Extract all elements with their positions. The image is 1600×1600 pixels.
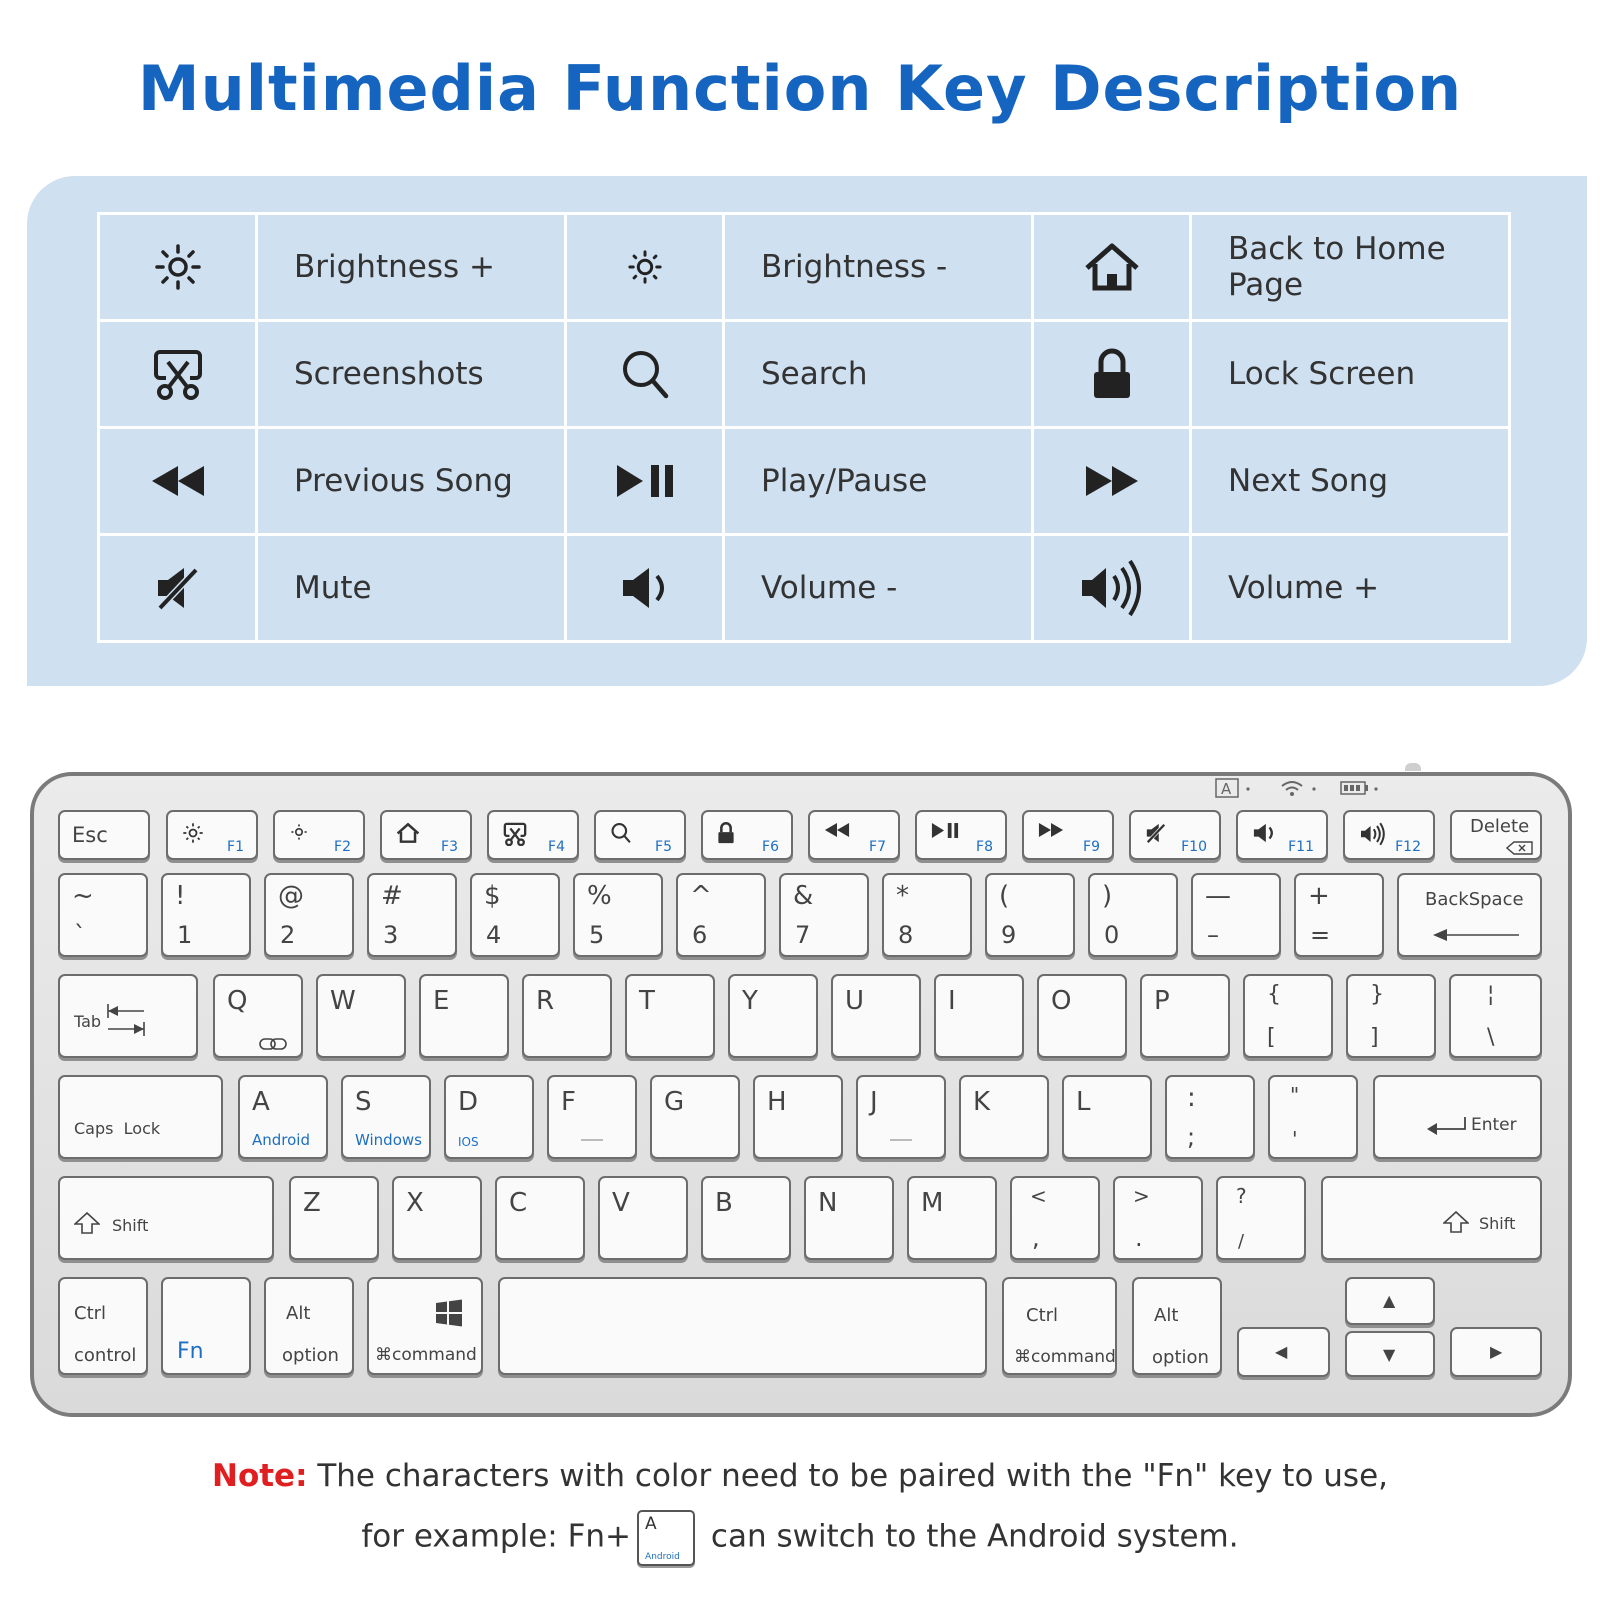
legend-label: Next Song [1191,428,1510,535]
key-l[interactable] [1062,1075,1152,1159]
key-v[interactable] [598,1176,688,1260]
key-top-label: ) [1102,881,1113,911]
key-slash[interactable] [1216,1176,1306,1260]
caps-lock-key[interactable] [58,1075,223,1159]
key-top-label: { [1267,982,1281,1007]
enter-arrow-icon [1427,1115,1467,1141]
legend-label: Search [724,321,1033,428]
key-f[interactable] [547,1075,637,1159]
key-c[interactable] [495,1176,585,1260]
key-label: Fn [177,1339,204,1364]
fn-label: F3 [441,839,458,855]
mute-icon [99,535,257,642]
key-a[interactable] [238,1075,328,1159]
home-icon [396,822,420,848]
key-label: ⌘command [375,1345,477,1365]
key-label: T [639,986,655,1016]
key-h[interactable] [753,1075,843,1159]
key-label: B [715,1188,733,1218]
key-bottom-label: 0 [1104,921,1120,949]
key-3[interactable] [367,873,457,957]
legend-label: Brightness + [257,214,566,321]
note-text: can switch to the Android system. [701,1518,1239,1555]
key-bottom-label: 9 [1001,921,1017,949]
f6-key[interactable] [701,810,793,860]
key-p[interactable] [1140,974,1230,1058]
key-top-label: # [381,881,403,911]
home-icon [1033,214,1191,321]
brightness-down-icon [289,822,309,846]
play-pause-icon [931,822,959,843]
alt-right-key[interactable] [1132,1277,1222,1375]
previous-icon [824,822,850,842]
key-label: U [845,986,865,1016]
bluetooth-indicator-icon [1278,777,1322,799]
legend-label: Volume + [1191,535,1510,642]
key-s[interactable] [341,1075,431,1159]
fn-label: F12 [1395,839,1421,855]
fn-label: F2 [334,839,351,855]
key-backtick[interactable] [58,873,148,957]
key-label: Delete [1470,816,1530,837]
legend-label: Brightness - [724,214,1033,321]
f1-key[interactable] [166,810,258,860]
page-title: Multimedia Function Key Description [137,52,1463,125]
lock-icon [717,822,735,848]
key-m[interactable] [907,1176,997,1260]
key-bottom-label: control [74,1345,137,1366]
key-label: Z [303,1188,321,1218]
key-label: BackSpace [1425,889,1524,910]
next-icon [1038,822,1064,842]
key-label: F [561,1087,576,1117]
key-y[interactable] [728,974,818,1058]
legend-label: Previous Song [257,428,566,535]
key-bottom-label: 8 [898,921,914,949]
key-label: Y [742,986,758,1016]
key-t[interactable] [625,974,715,1058]
legend-table [97,212,1511,643]
delete-icon [1506,840,1534,859]
key-equals[interactable] [1294,873,1384,957]
screenshot-icon [503,822,527,850]
backspace-key[interactable] [1397,873,1542,957]
key-label: G [664,1087,685,1117]
key-top-label: > [1133,1184,1150,1208]
key-label: I [948,986,956,1016]
key-label: V [612,1188,630,1218]
key-label: Esc [72,823,108,847]
key-label: S [355,1087,372,1117]
arrow-up-key[interactable] [1345,1277,1435,1325]
fn-label: F7 [869,839,886,855]
esc-key[interactable] [58,810,150,860]
mini-key-a [637,1510,695,1566]
key-label: N [818,1188,838,1218]
key-bottom-label: – [1207,921,1219,949]
search-icon [610,822,632,848]
key-6[interactable] [676,873,766,957]
legend-row [99,535,1510,642]
key-top-label: ? [1236,1184,1247,1208]
key-bottom-label: 6 [692,921,708,949]
volume-up-icon [1359,822,1387,850]
key-4[interactable] [470,873,560,957]
alt-left-key[interactable] [264,1277,354,1375]
fn-label: F4 [548,839,565,855]
note-text: for example: Fn+ [361,1518,632,1555]
legend-label: Screenshots [257,321,566,428]
f7-key[interactable] [808,810,900,860]
key-label: D [458,1087,479,1117]
volume-down-icon [566,535,724,642]
space-bar[interactable] [498,1277,987,1375]
shift-icon [74,1212,100,1238]
previous-icon [99,428,257,535]
key-w[interactable] [316,974,406,1058]
ctrl-left-key[interactable] [58,1277,148,1375]
brightness-up-icon [99,214,257,321]
note-line-2 [0,1510,1600,1566]
volume-down-icon [1252,822,1276,848]
key-label: C [509,1188,528,1218]
key-bottom-label: \ [1487,1025,1495,1050]
key-semicolon[interactable] [1165,1075,1255,1159]
key-bracket-open[interactable] [1243,974,1333,1058]
key-top-label: ¦ [1487,982,1495,1007]
key-top-label: } [1370,982,1384,1007]
key-label: E [433,986,450,1016]
brightness-up-icon [182,822,204,848]
key-label: Tab [74,1012,102,1031]
key-5[interactable] [573,873,663,957]
legend-label: Lock Screen [1191,321,1510,428]
key-backslash[interactable] [1449,974,1542,1058]
legend-row [99,214,1510,321]
fn-label: F6 [762,839,779,855]
key-bottom-label: ; [1187,1123,1196,1151]
legend-row [99,428,1510,535]
key-r[interactable] [522,974,612,1058]
arrow-down-key[interactable] [1345,1331,1435,1377]
key-bottom-label: 3 [383,921,399,949]
fn-label: F10 [1181,839,1207,855]
key-q[interactable] [213,974,303,1058]
key-label: H [767,1087,787,1117]
key-bottom-label: 4 [486,921,502,949]
lock-icon [1033,321,1191,428]
f4-key[interactable] [487,810,579,860]
key-bottom-label: [ [1267,1025,1276,1050]
f5-key[interactable] [594,810,686,860]
key-bottom-label: / [1238,1231,1245,1252]
key-sub-label: IOS [458,1135,479,1149]
home-bump [581,1139,603,1141]
ctrl-right-key[interactable] [1002,1277,1117,1375]
key-label: L [1076,1087,1091,1117]
key-top-label: ( [999,881,1010,911]
key-label: A [645,1514,657,1534]
screenshot-icon [99,321,257,428]
key-7[interactable] [779,873,869,957]
key-label: A [252,1087,270,1117]
key-label: Caps Lock [74,1119,161,1138]
backspace-arrow-icon [1433,927,1521,947]
key-period[interactable] [1113,1176,1203,1260]
note-line-1 [0,1458,1600,1494]
key-x[interactable] [392,1176,482,1260]
key-top-label: * [896,881,909,911]
power-switch [1405,763,1421,771]
mute-icon [1145,822,1167,848]
legend-label: Play/Pause [724,428,1033,535]
f10-key[interactable] [1129,810,1221,860]
key-label: Q [227,986,248,1016]
key-comma[interactable] [1010,1176,1100,1260]
fn-label: F11 [1288,839,1314,855]
f3-key[interactable] [380,810,472,860]
battery-indicator-icon [1340,777,1384,799]
arrow-left-icon: ◀ [1275,1342,1288,1361]
caps-indicator-icon [1215,777,1259,799]
arrow-right-key[interactable] [1450,1327,1542,1377]
key-bottom-label: option [282,1345,339,1366]
key-top-label: < [1030,1184,1047,1208]
key-8[interactable] [882,873,972,957]
home-bump [890,1139,912,1141]
key-top-label: " [1290,1083,1300,1107]
key-label: X [406,1188,424,1218]
brightness-down-icon [566,214,724,321]
key-d[interactable] [444,1075,534,1159]
tab-arrows-icon [106,1002,146,1042]
key-sub-label: Android [645,1552,680,1562]
key-top-label: Ctrl [74,1303,107,1324]
key-top-label: @ [278,881,304,911]
f9-key[interactable] [1022,810,1114,860]
link-icon [259,1036,287,1055]
key-bracket-close[interactable] [1346,974,1436,1058]
f8-key[interactable] [915,810,1007,860]
key-g[interactable] [650,1075,740,1159]
key-label: W [330,986,356,1016]
key-label: P [1154,986,1170,1016]
play-pause-icon [566,428,724,535]
next-icon [1033,428,1191,535]
key-top-label: ! [175,881,186,911]
f12-key[interactable] [1343,810,1435,860]
key-top-label: Alt [286,1303,311,1324]
key-0[interactable] [1088,873,1178,957]
tab-key[interactable] [58,974,198,1058]
key-quote[interactable] [1268,1075,1358,1159]
key-label: K [973,1087,991,1117]
fn-label: F5 [655,839,672,855]
key-j[interactable] [856,1075,946,1159]
enter-key[interactable] [1373,1075,1542,1159]
key-bottom-label: . [1135,1224,1143,1252]
f2-key[interactable] [273,810,365,860]
key-bottom-label: 1 [177,921,193,949]
shift-right-key[interactable] [1321,1176,1542,1260]
key-label: Enter [1471,1115,1517,1135]
note-label: Note: [212,1458,308,1494]
arrow-right-icon: ▶ [1490,1342,1503,1361]
key-label: Shift [112,1216,149,1235]
key-u[interactable] [831,974,921,1058]
delete-key[interactable] [1450,810,1542,860]
key-2[interactable] [264,873,354,957]
key-e[interactable] [419,974,509,1058]
windows-icon [435,1299,463,1331]
key-sub-label: Windows [355,1131,422,1149]
key-sub-label: Android [252,1131,310,1149]
key-top-label: : [1187,1083,1196,1113]
key-top-label: + [1308,881,1330,911]
key-label: R [536,986,555,1016]
legend-label: Back to Home Page [1191,214,1510,321]
key-bottom-label: ] [1370,1025,1379,1050]
shift-left-key[interactable] [58,1176,274,1260]
arrow-left-key[interactable] [1237,1327,1330,1377]
key-bottom-label: = [1310,921,1331,949]
key-bottom-label: option [1152,1347,1209,1368]
shift-icon [1443,1211,1469,1237]
key-1[interactable] [161,873,251,957]
key-top-label: ^ [690,881,712,911]
arrow-down-icon: ▼ [1383,1345,1396,1364]
key-k[interactable] [959,1075,1049,1159]
key-i[interactable] [934,974,1024,1058]
key-top-label: — [1205,881,1231,911]
key-top-label: ~ [72,881,94,911]
svg-text:A: A [1221,780,1232,798]
note-text: The characters with color need to be paired with the "Fn" key to use, [307,1458,1388,1494]
fn-key[interactable] [161,1277,251,1375]
key-bottom-label: 7 [795,921,811,949]
key-label: J [870,1087,878,1117]
key-bottom-label: ' [1292,1127,1298,1151]
key-o[interactable] [1037,974,1127,1058]
key-bottom-label: , [1032,1224,1040,1252]
key-top-label: Alt [1154,1305,1179,1326]
key-bottom-label: 2 [280,921,296,949]
volume-up-icon [1033,535,1191,642]
legend-label: Mute [257,535,566,642]
key-label: M [921,1188,944,1218]
key-bottom-label: ⌘command [1014,1347,1116,1367]
key-label: Shift [1479,1214,1516,1233]
key-top-label: % [587,881,612,911]
fn-label: F8 [976,839,993,855]
key-top-label: $ [484,881,501,911]
key-n[interactable] [804,1176,894,1260]
search-icon [566,321,724,428]
key-minus[interactable] [1191,873,1281,957]
key-z[interactable] [289,1176,379,1260]
key-bottom-label: 5 [589,921,605,949]
f11-key[interactable] [1236,810,1328,860]
fn-label: F9 [1083,839,1100,855]
arrow-up-icon: ▲ [1383,1291,1396,1310]
fn-label: F1 [227,839,244,855]
key-top-label: & [793,881,814,911]
key-9[interactable] [985,873,1075,957]
key-bottom-label: ` [74,921,86,949]
legend-row [99,321,1510,428]
command-left-key[interactable] [367,1277,483,1375]
key-b[interactable] [701,1176,791,1260]
legend-label: Volume - [724,535,1033,642]
key-top-label: Ctrl [1026,1305,1059,1326]
key-label: O [1051,986,1072,1016]
